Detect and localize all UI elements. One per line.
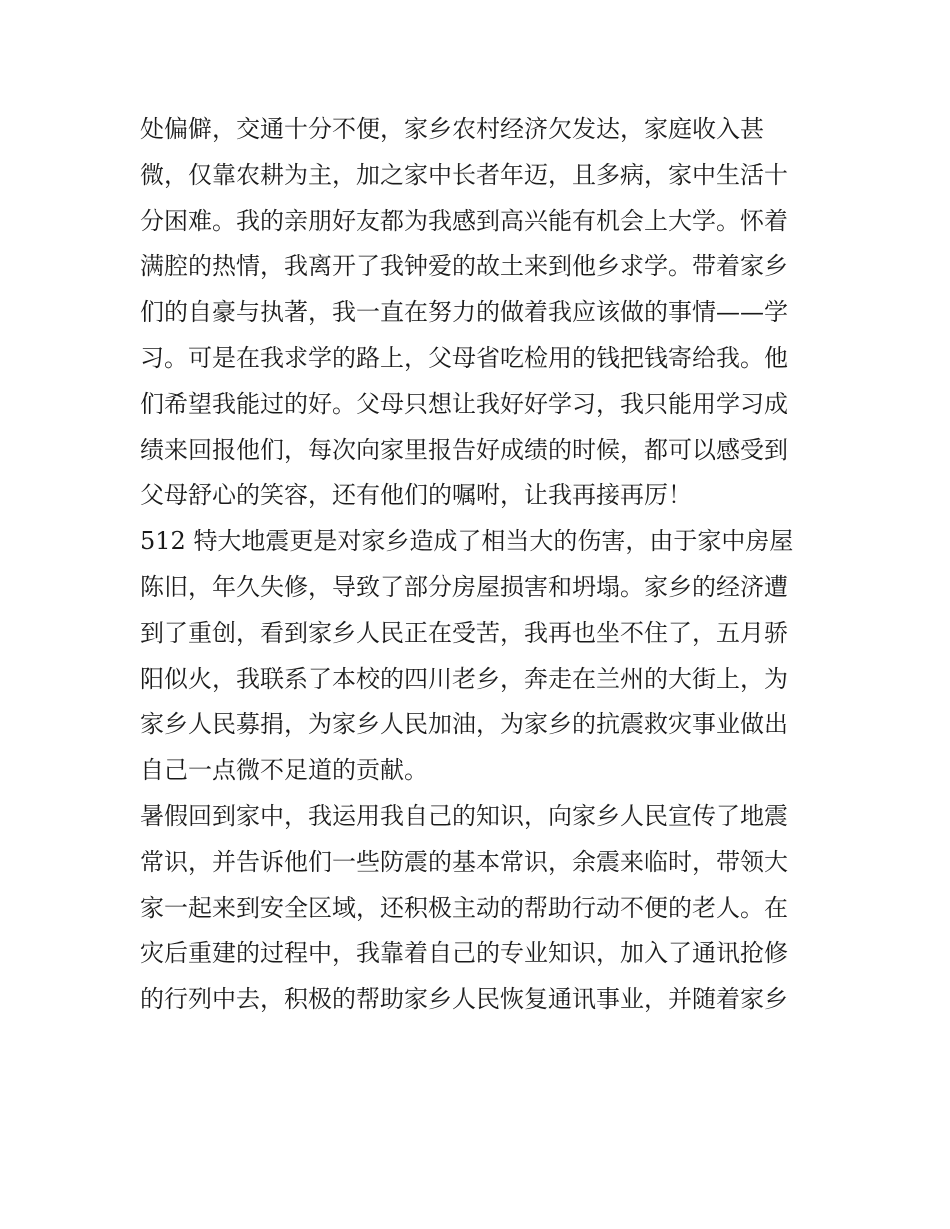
text-line: 灾后重建的过程中，我靠着自己的专业知识，加入了通讯抢修	[140, 939, 788, 968]
text-line: 分困难。我的亲朋好友都为我感到高兴能有机会上大学。怀着	[140, 206, 788, 235]
text-line: 512 特大地震更是对家乡造成了相当大的伤害，由于家中房屋	[140, 527, 794, 556]
text-line: 们希望我能过的好。父母只想让我好好学习，我只能用学习成	[140, 389, 788, 418]
paragraph-summer-reconstruction	[140, 794, 812, 1023]
text-line: 习。可是在我求学的路上，父母省吃检用的钱把钱寄给我。他	[140, 343, 788, 372]
text-line: 父母舒心的笑容，还有他们的嘱咐，让我再接再厉！	[140, 481, 692, 510]
text-line: 家乡人民募捐，为家乡人民加油，为家乡的抗震救灾事业做出	[140, 710, 788, 739]
text-line: 绩来回报他们，每次向家里报告好成绩的时候，都可以感受到	[140, 435, 788, 464]
text-line: 阳似火，我联系了本校的四川老乡，奔走在兰州的大街上，为	[140, 664, 788, 693]
text-line: 自己一点微不足道的贡献。	[140, 756, 428, 785]
paragraph-family-hardship	[140, 107, 812, 519]
paragraph-earthquake	[140, 519, 812, 794]
text-line: 家一起来到安全区域，还积极主动的帮助行动不便的老人。在	[140, 893, 788, 922]
text-line: 微，仅靠农耕为主，加之家中长者年迈，且多病，家中生活十	[140, 160, 788, 189]
text-line: 处偏僻，交通十分不便，家乡农村经济欠发达，家庭收入甚	[140, 115, 764, 143]
text-line: 陈旧，年久失修，导致了部分房屋损害和坍塌。家乡的经济遭	[140, 572, 788, 601]
text-line: 常识，并告诉他们一些防震的基本常识，余震来临时，带领大	[140, 847, 788, 876]
text-line: 到了重创，看到家乡人民正在受苦，我再也坐不住了，五月骄	[140, 618, 788, 647]
text-line: 的行列中去，积极的帮助家乡人民恢复通讯事业，并随着家乡	[140, 985, 788, 1014]
text-line: 暑假回到家中，我运用我自己的知识，向家乡人民宣传了地震	[140, 801, 788, 830]
document-body	[140, 107, 812, 1023]
text-line: 们的自豪与执著，我一直在努力的做着我应该做的事情——学	[140, 298, 788, 327]
text-line: 满腔的热情，我离开了我钟爱的故土来到他乡求学。带着家乡	[140, 252, 788, 281]
